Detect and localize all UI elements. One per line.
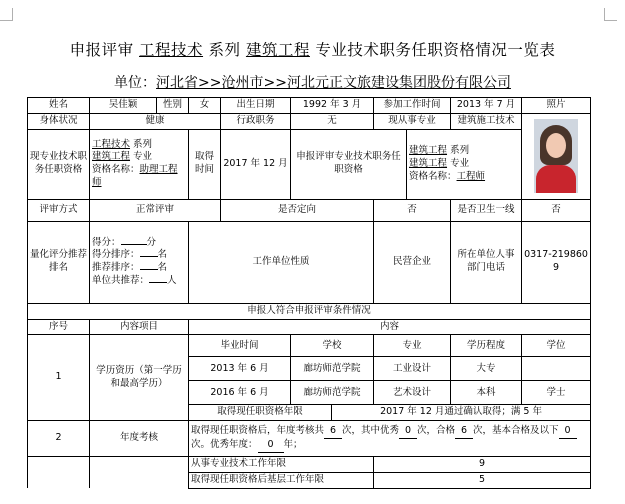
edu-school: 廊坊师范学院 [291,357,374,381]
grassroots-years-value: 5 [374,473,591,489]
total-recommend-blank [149,282,167,283]
health-status-value: 健康 [90,113,221,129]
gender-value: 女 [189,98,221,114]
current-qualification-value [90,129,189,199]
obtained-time-label: 取得时间 [189,129,221,199]
qual-years-label: 取得现任职资格年限 [189,405,332,421]
edu-level: 本科 [451,381,522,405]
edu-degree: 学士 [522,381,591,405]
unit-nature-label: 工作单位性质 [189,221,374,303]
work-start-value: 2013 年 7 月 [451,98,522,114]
admin-post-value: 无 [291,113,374,129]
exam-excellent: 0 [399,425,417,439]
applied-series-suffix: 系列 [450,144,470,156]
review-method-label: 评审方式 [28,199,90,221]
current-major: 建筑工程 [92,151,131,163]
edu-major: 工业设计 [374,357,451,381]
health-frontline-value: 否 [522,199,591,221]
title-series: 工程技术 [139,41,204,59]
edu-item: 学历资历（第一学历和最高学历） [90,335,189,421]
edu-level: 大专 [451,357,522,381]
applied-qual-name-label: 资格名称： [409,170,457,182]
exam-pass: 6 [455,425,473,439]
row-review-method [28,199,591,221]
edu-major: 艺术设计 [374,381,451,405]
rank-blank [140,256,158,257]
obtained-time-value: 2017 年 12 月 [221,129,291,199]
current-qualification-label: 现专业技术职务任职资格 [28,129,90,199]
current-qual-name: 助理工程师 [92,164,178,188]
row-conditions-header [28,303,591,319]
exam-text-1: 取得现任职资格后，年度考核共 [191,424,325,436]
qualification-table [27,97,591,489]
col-header-no: 序号 [28,319,90,335]
row-quantitative [28,221,591,303]
row-qualifications [28,129,591,199]
score-blank [121,244,147,245]
current-qual-name-label: 资格名称： [92,164,140,176]
hr-phone-label: 所在单位人事部门电话 [451,221,522,303]
unit-nature-value: 民营企业 [374,221,451,303]
row-edu-headers [28,335,591,357]
photo-cell [522,113,591,199]
edu-grad-time: 2016 年 6 月 [189,381,291,405]
current-major-value: 建筑施工技术 [451,113,522,129]
document-title [0,38,625,60]
photo-label: 照片 [522,98,591,114]
unit-line [0,72,625,92]
applied-qualification-value [407,129,522,199]
edu-header-major: 专业 [374,335,451,357]
gender-label: 性别 [157,98,189,114]
edu-header-grad-time: 毕业时间 [189,335,291,357]
current-series: 工程技术 [92,138,131,150]
conditions-header: 申报人符合申报评审条件情况 [28,303,591,319]
recommend-label: 推荐排序： [92,262,140,274]
current-major-label: 现从事专业 [374,113,451,129]
rank-unit: 名 [157,249,168,261]
admin-post-label: 行政职务 [221,113,291,129]
edu-degree [522,357,591,381]
applied-qualification-label: 申报评审专业技术职务任职资格 [291,129,407,199]
exam-content [189,421,591,457]
work-years-value: 9 [374,457,591,473]
birth-label: 出生日期 [221,98,291,114]
exam-excellent-years: 0 [258,439,284,453]
col-header-content: 内容 [189,319,591,335]
grassroots-years-label: 取得现任职资格后基层工作年限 [189,473,374,489]
applied-major: 建筑工程 [409,157,448,169]
unit-value: 河北省>>沧州市>>河北元正文旅建设集团股份有限公司 [156,75,511,91]
edu-grad-time: 2013 年 6 月 [189,357,291,381]
row-work-years [28,457,591,473]
score-label: 得分： [92,236,121,248]
exam-text-3: 次，合格 [417,424,456,436]
quant-score-label: 量化评分推荐排名 [28,221,90,303]
recommend-blank [140,269,158,270]
row-annual-exam [28,421,591,457]
col-header-item: 内容项目 [90,319,189,335]
edu-no: 1 [28,335,90,421]
exam-text-5: 次。优秀年度： [191,438,258,450]
applied-series: 建筑工程 [409,144,448,156]
exam-text-4: 次，基本合格及以下 [473,424,559,436]
work-years-item [90,457,189,489]
edu-header-school: 学校 [291,335,374,357]
exam-no: 2 [28,421,90,457]
current-major-suffix: 专业 [133,151,153,163]
exam-item: 年度考核 [90,421,189,457]
health-status-label: 身体状况 [28,113,90,129]
title-suffix: 专业技术职务任职资格情况一览表 [315,41,556,59]
applied-major-suffix: 专业 [450,157,470,169]
applicant-photo [534,119,578,193]
recommend-unit: 名 [157,262,168,274]
total-recommend-unit: 人 [167,274,177,286]
crop-mark-top-left [0,8,13,21]
name-label: 姓名 [28,98,90,114]
birth-value: 1992 年 3 月 [291,98,374,114]
exam-text-2: 次，其中优秀 [342,424,400,436]
unit-label: 单位： [114,75,157,91]
row-basic-info [28,98,591,114]
work-years-label: 从事专业技术工作年限 [189,457,374,473]
edu-school: 廊坊师范学院 [291,381,374,405]
directional-value: 否 [374,199,451,221]
work-years-no [28,457,90,489]
title-prefix: 申报评审 [69,41,134,59]
health-frontline-label: 是否卫生一线 [451,199,522,221]
row-health [28,113,591,129]
row-conditions-columns [28,319,591,335]
name-value: 吴佳颖 [90,98,157,114]
qual-years-value: 2017 年 12 月通过确认取得；满 5 年 [332,405,591,421]
directional-label: 是否定向 [221,199,374,221]
work-start-label: 参加工作时间 [374,98,451,114]
edu-header-degree: 学位 [522,335,591,357]
exam-basic: 0 [559,425,577,439]
exam-text-6: 年； [283,438,303,450]
crop-mark-top-right [604,8,617,21]
hr-phone-value: 0317-2198609 [522,221,591,303]
quant-score-details [90,221,189,303]
score-unit: 分 [146,236,157,248]
exam-total: 6 [324,425,342,439]
review-method-value: 正常评审 [90,199,221,221]
current-series-suffix: 系列 [133,138,153,150]
title-major: 建筑工程 [245,41,310,59]
applied-qual-name: 工程师 [456,170,486,182]
rank-label: 得分排序： [92,249,140,261]
edu-header-level: 学历程度 [451,335,522,357]
total-recommend-label: 单位共推荐： [92,274,150,286]
title-series-suffix: 系列 [208,41,241,59]
